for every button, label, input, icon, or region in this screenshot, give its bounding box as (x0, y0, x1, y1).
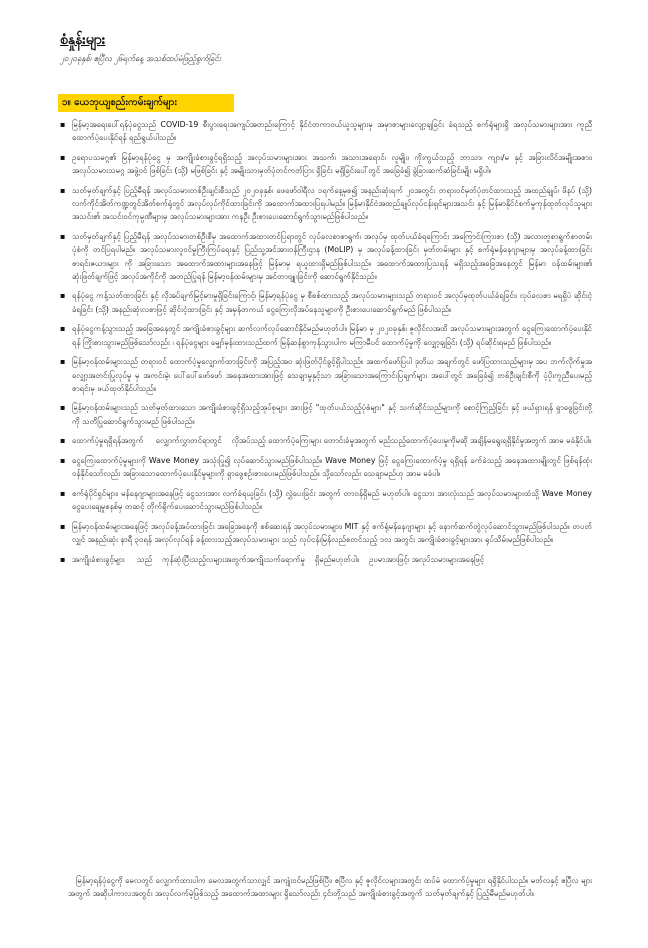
rules-list (60, 118, 592, 572)
list-item (60, 184, 592, 224)
bullet-icon: ▪ (60, 521, 66, 531)
list-item-text: မြန်မာ့ဝန်ထမ်းများသည် တရားဝင် ထောက်ပံ့မှုလျှောက်ထားခြင်းကို အပြည့်အဝ ဆုံးဖြတ်ပိုင်ခွင့်ရှိပါသည်။ အထက်ဖော်ပြပါ ဒုတိယ အချက်တွင် ဖော်ပြထားသည်များမှ အပ ဘက်လိုက်မှုအလျှော့အတင်းပြုလုပ်မှု မှ အကင်းမဲ့၊ ပေါ်ပေါ်ဖော်ဖော် အနေအထားအားဖြင့် သေချာမှုနှင့်သာ အခြားသောအကြောင်းပြချက်များ အပေါ်တွင် အခြေခံ၍ တစ်ဦးချင်းစီကို ပံ့ပိုးကူညီပေးမည့်စာရင်းမှ ဖယ်ထုတ်နိုင်ပါသည်။ (72, 357, 592, 393)
list-item (60, 434, 592, 447)
list-item (60, 151, 592, 178)
bullet-icon: ▪ (60, 231, 66, 241)
bullet-icon: ▪ (60, 152, 66, 162)
list-item-text: သတ်မှတ်ချက်နှင့် ပြည့်မီရန် အလုပ်သမားတစ်ဦးချင်းစီသည် ၂၀၂၀ခုနှစ်၊ ဖေဖော်ဝါရီလ ၁ရက်နေ့မှစ၍ အနည်းဆုံးရက် ၂၀အတွင်း တရားဝင်မှတ်ပုံတင်ထားသည့် အထည်ချုပ်၊ ဖိနပ် (သို့) လက်ကိုင်အိတ်ကဏ္ဍတွင်အိတ်စက်ရုံတွင် အလုပ်လုပ်ကိုင်ထားခြင်းကို အထောက်အထားပြရပါမည်။ မြန်မာနိုင်ငံအထည်ချုပ်လုပ်ငန်းရှင်များအသင်း နှင့် မြန်မာနိုင်ငံစက်မှုကုန်ထုတ်လုပ်သူများအသင်း၏ အသင်းဝင်ကုမ္ပဏီများမှ အလုပ်သမားများအား ကနဦး ဦးစားပေးဆောင်ရွက်သွားမည်ဖြစ်ပါသည်။ (72, 185, 592, 222)
bullet-icon: ▪ (60, 403, 66, 413)
list-item-text: ထောက်ပံ့မှုရရှိရန်အတွက် ​​ ​​ ​​ ​​ လျှောက်လွှာတင်ရာတွင် ​​ ​​ ​​ လိုအပ်သည့် ထောက်ပံ့ကြေးများ တောင်းခံမှုအတွက် မည်သည့်ထောက်ပံ့ပေးမှုကိုမဆို အချိန်မရွေးရရှိနိုင်မှုအတွက် အာမ မခံနိုင်ပါ။ (72, 436, 592, 446)
bullet-icon: ▪ (60, 324, 66, 334)
bullet-icon: ▪ (60, 291, 66, 301)
document-subtitle: ၂၀၂၀ခုနှစ်၊ ဧပြီလ ၂၆ရက်နေ့ အသစ်ထပ်မံဖြည့်စွက်ခြင်း (60, 54, 221, 63)
list-item (60, 322, 592, 349)
bullet-icon: ▪ (60, 554, 66, 564)
list-item (60, 454, 592, 481)
bullet-icon: ▪ (60, 436, 66, 446)
bullet-icon: ▪ (60, 455, 66, 465)
list-item-text: သတ်မှတ်ချက်နှင့် ပြည့်မီရန် အလုပ်သမားတစ်ဦးစီမှ အထောက်အထားတင်ပြရာတွင် လုပ်ခလစာစာရွက်၊ အလုပ်မှ ထုတ်ပယ်ခံရကြောင်း အကြောင်းကြားစာ (သို့) အလားတူစာရွက်စာတမ်း ပုံစံကို တင်ပြရပါမည်။ အလုပ်သမားလူဝင်မှုကြီးကြပ်ရေးနှင့် ပြည်သူ့အင်အားဝန်ကြီးဌာန (MoLIP) မှ အလုပ်ခန့်ထားခြင်း မှတ်တမ်းများ နှင့် စက်ရုံမန်နေဂျာများမှ အလုပ်ခန့်ထားခြင်း စာရင်းဇယားများ ကို အခြားသော အထောက်အထားများအနေဖြင့် မြန်မာမှ ရယူထားရှိမည်ဖြစ်ပါသည်။ အထောက်အထားပြသရန် မရှိသည့်အခြေအနေတွင် မြန်မာ ဝန်ထမ်းများ၏ ဆုံးဖြတ်ချက်ဖြင့် အလုပ်အကိုင်ကို အတည်ပြုရန် မြန်မာ့ဝန်ထမ်းများမှ အင်တာဗျူးခြင်းကို ဆောင်ရွက်နိုင်သည်။ (72, 231, 592, 281)
list-item-text: မြန်မာ့အရေးပေါ်ရန်ပုံငွေသည် COVID-19 စီးပွားရေးအကျပ်အတည်းကြောင့် နိုင်ငံတကာဝယ်ယူသူများမှ အမှာစာများလျော့ချခြင်း ခံရသည့် စက်ရုံများရှိ အလုပ်သမားများအား ကူညီထောက်ပံ့ပေးနိုင်ရန် ရည်ရွယ်ပါသည်။ (72, 120, 592, 143)
list-item-text: မြန်မာ့ဝန်ထမ်းများသည် သတ်မှတ်ထားသော အကျိုးခံစားခွင့်ရှိသည့်အုပ်စုများ အားဖြင့် "ထုတ်ပယ်သည့်ပုံစံများ" နှင့် သက်ဆိုင်သည်များကို စောင့်ကြည့်ခြင်း နှင့် ဖယ်ရှားရန် ရှာဖွေခြင်းတို့ကို သတိပြုဆောင်ရွက်သွားမည် ဖြစ်ပါသည်။ (72, 403, 592, 426)
list-item (60, 520, 592, 547)
list-item (60, 487, 592, 514)
list-item-text: ဥရောပသမဂ္ဂ၏ မြန်မာ့ရန်ပုံငွေ မှ အကျိုးခံစားခွင့်ရရှိသည့် အလုပ်သမားများအား အသက်၊ အသားအရောင်၊ လူမျိုး၊ ကိုးကွယ်သည့် ဘာသာ၊ ကျား/မ နှင့် အခြားလိင်အမျိုးအစား၊ အလုပ်သမားသမဂ္ဂ အဖွဲ့ဝင် ဖြစ်ခြင်း (သို့) မဖြစ်ခြင်း နှင့် အမျိုးသားမှတ်ပုံတင်ကတ်ပြား ရှိခြင်း မရှိခြင်းပေါ်တွင် အခြေခံ၍ ခွဲခြားဆက်ဆံခြင်းမျိုး မရှိပါ။ (72, 152, 592, 176)
section-heading: ၁။ ယေဘုယျစည်းကမ်းချက်များ (58, 94, 234, 112)
bullet-icon: ▪ (60, 357, 66, 367)
list-item-text: ရန်ပုံငွေကန့်သွားသည့် အခြေအနေတွင် အကျိုးခံစားခွင့်များ ဆက်လက်လုပ်ဆောင်နိုင်မည်မဟုတ်ပါ။ မြန်မာ မှ ၂၀၂၀ခုနှစ်၊ ဇူလိုင်လအထိ အလုပ်သမားများအတွက် ငွေကြေးထောက်ပံ့ပေးနိုင်ရန် ကြိုးစားသွားမည်ဖြစ်သော်လည်း ၊ ရန်ပုံငွေများ မျှော်မှန်းထားသည်ထက် မြန်ဆန်စွာကုန်သွားပါက မကြာမီပင် ထောက်ပံ့မှုကို လျှော့ချခြင်း (သို့) ရပ်ဆိုင်းရမည် ဖြစ်ပါသည်။ (72, 324, 592, 347)
list-item (60, 553, 592, 566)
bullet-icon: ▪ (60, 185, 66, 195)
list-item-text: မြန်မာ့ဝန်ထမ်းများအနေဖြင့် အလုပ်ခန့်အပ်ထားခြင်း အခြေအနေကို စစ်ဆေးရန် အလုပ်သမားများ၊ MIT နှင့် စက်ရုံမန်နေဂျာများ နှင့် နောက်ဆက်တွဲလုပ်ဆောင်သွားမည်ဖြစ်ပါသည်။ တပတ်လျှင် အနည်းဆုံး နာရီ ၃၀ရန် အလုပ်လုပ်ရန် ခန့်ထားသည့်အလုပ်သမားများ သည် လုပ်ငန်းမြန်လည်စတင်သည့် ၁လ အတွင်း အကျိုးခံစားခွင့်များအား ရုပ်သိမ်းမည်ဖြစ်ပါသည်။ (72, 521, 592, 544)
list-item-text: အကျိုးခံစားခွင့်များ ​​ ​​ ​​ ​​ သည် ​​ ​​ ​​ ကုန်ဆုံးပြီးသည့်လများအတွက်အကျိုးသက်ရောက်မှု ​​ ​​ ​​ ရှိမည်မဟုတ်ပါ။ ​​ ​​ ​​ ဥပမာအားဖြင့်၊ အလုပ်သမားများအနေဖြင့် (72, 554, 485, 564)
list-item-text: ငွေကြေးထောက်ပံ့မှုများကို Wave Money အသုံးပြု၍ လုပ်ဆောင်သွားမည်ဖြစ်ပါသည်။ Wave Money ဖြင့် ငွေကြေးထောက်ပံ့မှု ရရှိရန် ခက်ခဲသည့် အနေအထားမျိုးတွင် ဖြစ်ရန်ထုံးဝန်နိုင်သော်လည်း အခြားသောထောက်ပံ့ပေးနိုင်မှုများကို ရှာဖွေစဉ်းစားပေးမည်ဖြစ်ပါသည်။ သို့သော်လည်း သေချာမည်ဟု အာမ မခံပါ။ (72, 455, 592, 479)
list-item (60, 230, 592, 283)
list-item (60, 401, 592, 428)
bullet-icon: ▪ (60, 488, 66, 498)
list-item (60, 289, 592, 316)
list-item (60, 118, 592, 145)
bullet-icon: ▪ (60, 120, 66, 129)
list-item-text: စက်ရုံပိုင်ရှင်များ၊ မန်နေဂျာများအနေဖြင့် ငွေသားအား လက်ခံရယူခြင်း (သို့) လွှဲပေးခြင်း အတွက် တာဝန်ရှိမည် မဟုတ်ပါ။ ငွေသား အားလုံးသည် အလုပ်သမားများထံသို့ Wave Money ငွေပေးချေမှုစနစ်မှ တဆင့် တိုက်ရိုက်ပေးဆောင်သွားမည်ဖြစ်ပါသည်။ (72, 488, 592, 512)
list-item-text: ရန်ပုံငွေ ကန့်သတ်ထားခြင်း နှင့် လိုအပ်ချက်မြင့်မားမှုရှိခြင်းကြောင့်၊ မြန်မာ့ရန်ပုံငွေ မှ စီစစ်ထားသည့် အလုပ်သမားများသည် တရားဝင် အလုပ်မှထုတ်ပယ်ခံရခြင်း၊ လုပ်ခလစာ မရရှိပဲ ဆိုင်းငံ့ခံရခြင်း (သို့) အနည်းဆုံးလစာဖြင့် ဆိုင်းငံ့ထားခြင်း နှင့် အမှန်တကယ် ငွေကြေးလိုအပ်နေသူများကို ဦးစားပေးဆောင်ရွက်မည် ဖြစ်ပါသည်။ (72, 291, 592, 314)
list-item (60, 355, 592, 395)
closing-paragraph: မြန်မာ့ရန်ပုံငွေကို မေလတွင် လျှောက်ထားပါက မေလအတွက်သာလျှင် အကျုံးဝင်မည်ဖြစ်ပြီး၊ ဧပြီလ နှင့် ဇူလိုင်လများအတွင်း ထပ်မံ ထောက်ပံ့မှုများ ရရှိနိုင်ပါသည်။ မတ်လနှင့် ဧပြီလ များအတွက် အဆိုပါကာလအတွင်း အလုပ်လက်မဲ့ဖြစ်သည့် အထောက်အထားများ ရှိသော်လည်း ၄င်းတို့သည် အကျိုးခံစားခွင့်အတွက် သတ်မှတ်ချက်နှင့် ပြည့်မီမည်မဟုတ်ပါ။ (68, 876, 592, 899)
document-title: စံနှုန်းများ (60, 32, 106, 48)
